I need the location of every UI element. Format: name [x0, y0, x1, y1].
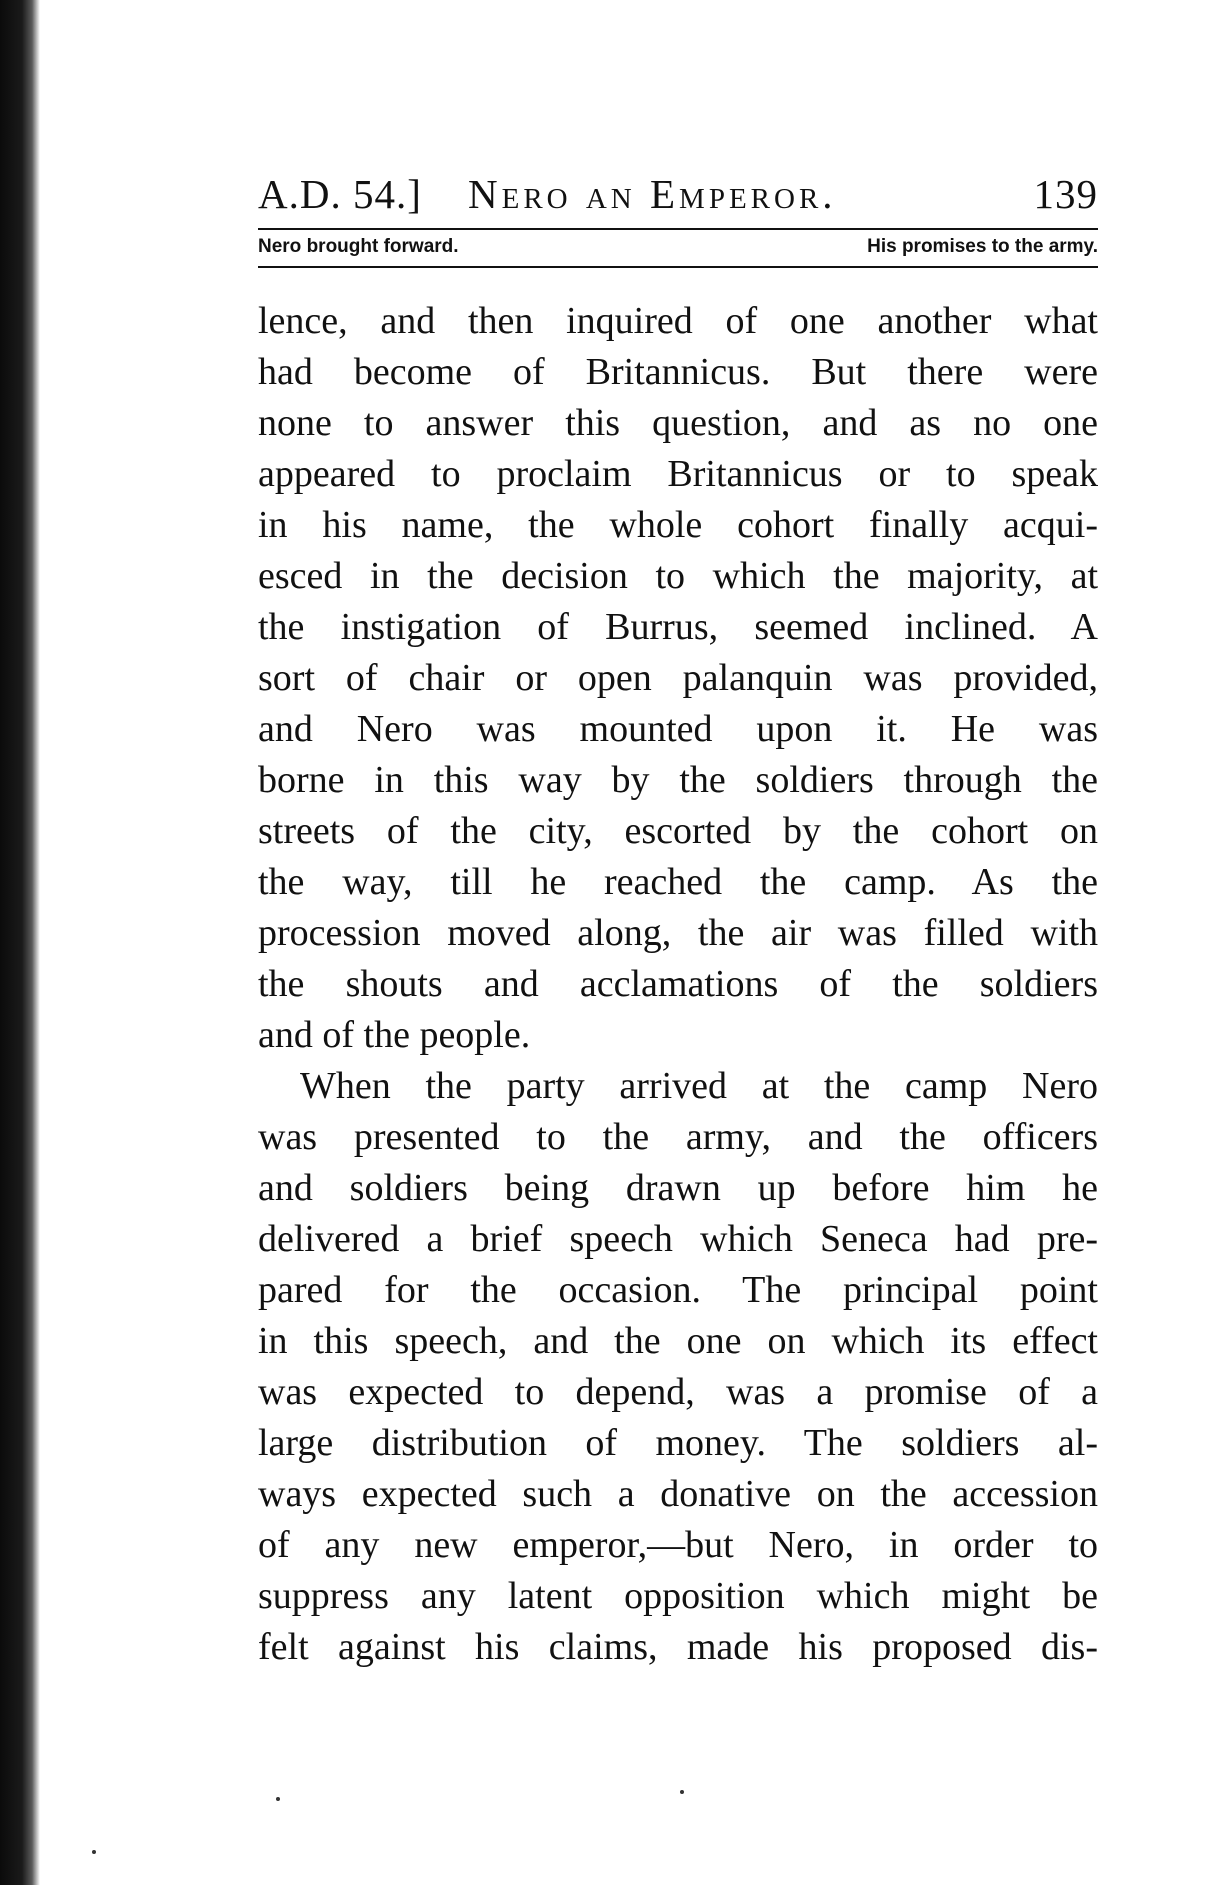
text-line: and of the people.: [258, 1014, 531, 1056]
text-line: pared for the occasion. The principal point: [258, 1269, 1098, 1311]
text-line: was expected to depend, was a promise of a: [258, 1371, 1098, 1413]
text-line: the way, till he reached the camp. As the: [258, 861, 1098, 903]
text-line: the shouts and acclamations of the soldiers: [258, 963, 1098, 1005]
text-line: of any new emperor,—but Nero, in order to: [258, 1524, 1098, 1566]
running-head: [258, 170, 1098, 228]
book-spine-shadow: [0, 0, 40, 1885]
header-date: A.D. 54.]: [258, 171, 422, 217]
page-number: 139: [1033, 171, 1098, 217]
text-line: large distribution of money. The soldiers al-: [258, 1422, 1098, 1464]
paragraph-1: [258, 296, 1098, 1061]
text-line: esced in the decision to which the majority, at: [258, 555, 1098, 597]
text-line: felt against his claims, made his proposed dis-: [258, 1626, 1098, 1668]
ink-speck: [92, 1850, 96, 1854]
text-line: had become of Britannicus. But there were: [258, 351, 1098, 393]
text-line: streets of the city, escorted by the cohort on: [258, 810, 1098, 852]
ink-speck: [276, 1797, 280, 1801]
text-line: suppress any latent opposition which might be: [258, 1575, 1098, 1617]
text-line: ways expected such a donative on the accession: [258, 1473, 1098, 1515]
header-title: Nero an Emperor.: [468, 171, 837, 217]
text-line: delivered a brief speech which Seneca had pre-: [258, 1218, 1098, 1260]
side-headings: [258, 230, 1098, 266]
paragraph-2: [258, 1061, 1098, 1673]
text-line: sort of chair or open palanquin was provided,: [258, 657, 1098, 699]
side-heading-right: His promises to the army.: [867, 236, 1098, 257]
text-line: lence, and then inquired of one another what: [258, 300, 1098, 342]
text-line: in this speech, and the one on which its effect: [258, 1320, 1098, 1362]
text-line: in his name, the whole cohort finally acqui-: [258, 504, 1098, 546]
text-line: none to answer this question, and as no one: [258, 402, 1098, 444]
text-line: borne in this way by the soldiers through the: [258, 759, 1098, 801]
text-line: the instigation of Burrus, seemed inclined. A: [258, 606, 1098, 648]
side-heading-left: Nero brought forward.: [258, 236, 459, 257]
header-rule-bottom: [258, 266, 1098, 268]
text-line: appeared to proclaim Britannicus or to speak: [258, 453, 1098, 495]
text-line: and Nero was mounted upon it. He was: [258, 708, 1098, 750]
text-line: and soldiers being drawn up before him he: [258, 1167, 1098, 1209]
text-line: When the party arrived at the camp Nero: [300, 1065, 1098, 1107]
text-line: was presented to the army, and the officers: [258, 1116, 1098, 1158]
ink-speck: [680, 1790, 684, 1794]
text-line: procession moved along, the air was filled with: [258, 912, 1098, 954]
book-page: [258, 170, 1098, 1673]
body-text: [258, 296, 1098, 1673]
